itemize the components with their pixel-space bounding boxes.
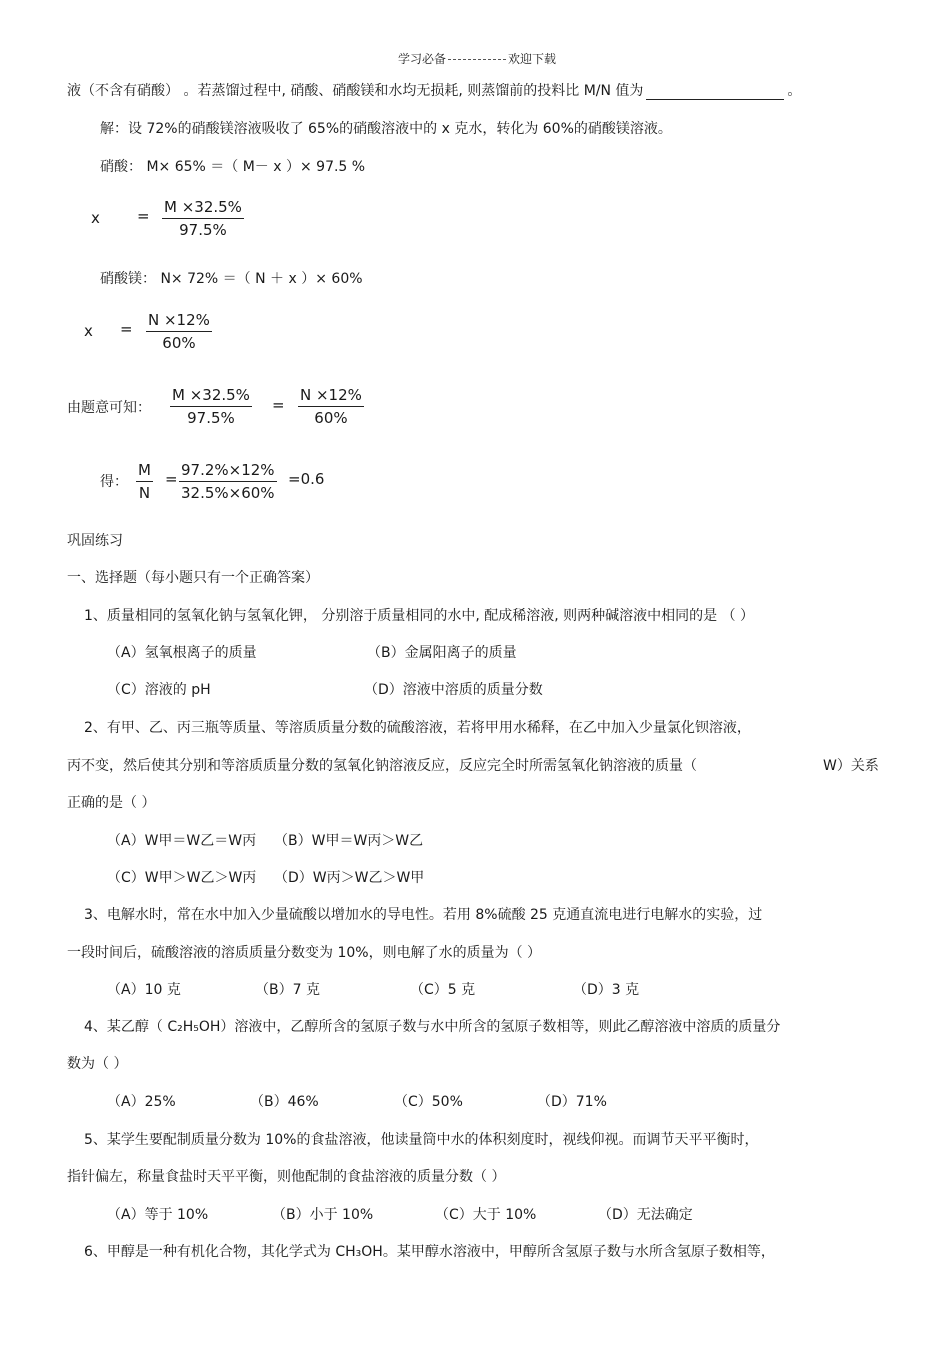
question-5-line-2: 指针偏左，称量食盐时天平平衡，则他配制的食盐溶液的质量分数（ ）	[67, 1169, 506, 1185]
answer-blank	[646, 85, 784, 100]
fraction-1-num: M ×32.5%	[162, 196, 244, 219]
page-header	[398, 50, 556, 67]
q2-option-a[interactable]: （A）W甲＝W乙＝W丙	[107, 833, 257, 849]
q4-option-a[interactable]: （A）25%	[107, 1094, 176, 1110]
var-x-2: x	[84, 322, 93, 340]
fraction-4-den: 60%	[314, 409, 348, 427]
header-right: 欢迎下载	[508, 52, 557, 66]
line-1-end: 。	[787, 83, 802, 99]
question-4-line-1: 4、某乙醇（ C₂H₅OH）溶液中，乙醇所含的氢原子数与水中所含的氢原子数相等，则此乙醇溶液中溶质的质量分	[84, 1019, 781, 1035]
fraction-2	[146, 309, 212, 354]
q4-option-c[interactable]: （C）50%	[394, 1094, 463, 1110]
question-2-line-2: 丙不变，然后使其分别和等溶质质量分数的氢氧化钠溶液反应，反应完全时所需氢氧化钠溶液的质量（	[67, 758, 697, 774]
fraction-4-num: N ×12%	[298, 384, 364, 407]
fraction-2-num: N ×12%	[146, 309, 212, 332]
var-x-1: x	[91, 209, 100, 227]
fraction-5-den: N	[138, 484, 151, 502]
solution-line: 解：设 72%的硝酸镁溶液吸收了 65%的硝酸溶液中的 x 克水，转化为 60%的硝酸镁溶液。	[100, 121, 672, 137]
fraction-1	[162, 196, 244, 241]
question-2-line-3: 正确的是（ ）	[67, 795, 156, 811]
nitric-acid-equation: 硝酸： M× 65% ＝（ M－ x ）× 97.5 %	[100, 159, 366, 175]
fraction-3	[170, 384, 252, 429]
q1-option-b[interactable]: （B）金属阳离子的质量	[367, 645, 517, 661]
question-6: 6、甲醇是一种有机化合物，其化学式为 CH₃OH。某甲醇水溶液中，甲醇所含氢原子数与水所含氢原子数相等，	[84, 1244, 775, 1260]
from-question-label: 由题意可知：	[67, 400, 151, 416]
fraction-4	[298, 384, 364, 429]
q1-option-a[interactable]: （A）氢氧根离子的质量	[107, 645, 257, 661]
equals-4: =	[165, 470, 178, 488]
q4-option-b[interactable]: （B）46%	[250, 1094, 319, 1110]
q4-option-d[interactable]: （D）71%	[537, 1094, 607, 1110]
q2-option-c[interactable]: （C）W甲＞W乙＞W丙	[107, 870, 257, 886]
header-dashes	[448, 59, 506, 60]
q3-option-c[interactable]: （C）5 克	[410, 982, 476, 998]
question-5-line-1: 5、某学生要配制质量分数为 10%的食盐溶液，他读量筒中水的体积刻度时，视线仰视。而调节天平平衡时，	[84, 1132, 759, 1148]
q3-option-b[interactable]: （B）7 克	[255, 982, 320, 998]
fraction-6-den: 32.5%×60%	[181, 484, 275, 502]
question-4-line-2: 数为（ ）	[67, 1056, 128, 1072]
q1-option-d[interactable]: （D）溶液中溶质的质量分数	[364, 682, 543, 698]
result-label: 得：	[100, 474, 128, 490]
q5-option-a[interactable]: （A）等于 10%	[107, 1207, 209, 1223]
q3-option-a[interactable]: （A）10 克	[107, 982, 181, 998]
fraction-5-num: M	[136, 459, 153, 482]
line-1-text: 液（不含有硝酸） 。若蒸馏过程中, 硝酸、硝酸镁和水均无损耗, 则蒸馏前的投料比 M/N 值为	[67, 83, 644, 99]
question-1: 1、质量相同的氢氧化钠与氢氧化钾， 分别溶于质量相同的水中, 配成稀溶液, 则两种碱溶液中相同的是 （ ）	[84, 608, 755, 624]
fraction-5	[136, 459, 153, 504]
fraction-6-num: 97.2%×12%	[179, 459, 277, 482]
line-1	[67, 80, 801, 100]
equals-3: =	[272, 396, 285, 414]
q5-option-d[interactable]: （D）无法确定	[598, 1207, 693, 1223]
equals-2: =	[120, 320, 133, 338]
fraction-3-den: 97.5%	[187, 409, 235, 427]
q3-option-d[interactable]: （D）3 克	[573, 982, 640, 998]
magnesium-nitrate-equation: 硝酸镁： N× 72% ＝（ N ＋ x ）× 60%	[100, 271, 363, 287]
question-3-line-1: 3、电解水时，常在水中加入少量硫酸以增加水的导电性。若用 8%硫酸 25 克通直流电进行电解水的实验，过	[84, 907, 763, 923]
q2-option-d[interactable]: （D）W丙＞W乙＞W甲	[274, 870, 425, 886]
equals-1: =	[137, 207, 150, 225]
q5-option-c[interactable]: （C）大于 10%	[435, 1207, 537, 1223]
section-subtitle: 一、选择题（每小题只有一个正确答案）	[67, 570, 319, 586]
fraction-1-den: 97.5%	[179, 221, 227, 239]
question-2-line-2-end: W）关系	[823, 758, 879, 774]
fraction-6	[179, 459, 277, 504]
question-3-line-2: 一段时间后，硫酸溶液的溶质质量分数变为 10%，则电解了水的质量为（ ）	[67, 945, 542, 961]
question-2-line-1: 2、有甲、乙、丙三瓶等质量、等溶质质量分数的硫酸溶液，若将甲用水稀释，在乙中加入少量氯化钡溶液，	[84, 720, 751, 736]
q2-option-b[interactable]: （B）W甲＝W丙＞W乙	[274, 833, 424, 849]
fraction-3-num: M ×32.5%	[170, 384, 252, 407]
section-title: 巩固练习	[67, 533, 123, 549]
q1-option-c[interactable]: （C）溶液的 pH	[107, 682, 211, 698]
fraction-2-den: 60%	[162, 334, 196, 352]
q5-option-b[interactable]: （B）小于 10%	[272, 1207, 374, 1223]
header-left: 学习必备	[398, 52, 447, 66]
result-value: =0.6	[288, 470, 325, 488]
